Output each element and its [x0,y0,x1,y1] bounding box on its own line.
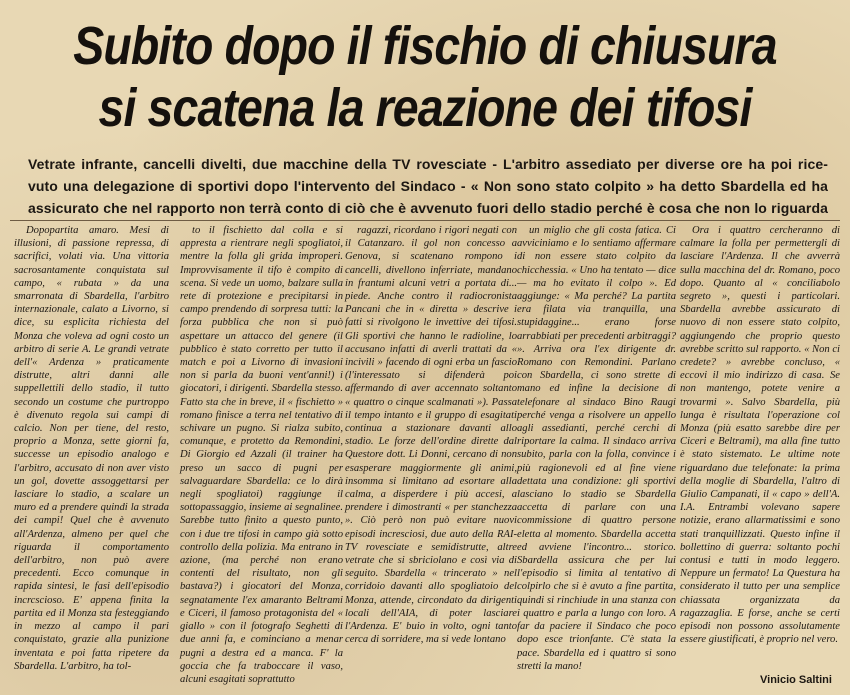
divider-rule [10,220,840,221]
article-column-4 [517,224,676,673]
headline-line-1: Subito dopo il fischio di chiusura [73,16,777,76]
byline: Vinicio Saltini [760,674,832,686]
subheadline-line-3: assicurato che nel rapporto non terrà conto di ciò che è avvenuto fuori dello stadio perché è cosa che non lo riguarda [28,200,828,216]
article-column-2 [180,224,343,686]
subheadline [28,153,828,219]
article-column-5 [680,224,840,647]
column-3-text: ragazzi, ricordano i rigori negati con il Catanzaro. il gol non concesso a Genova, si scatenano rompono i cancelli, divellono inferriate, mandano in frantumi alcuni vetri a portata di... piede. Anche contro il radiocronista Pancani che in « diretta » descrive i fatti si rivolgono le invettive dei tifosi. Gli sportivi che hanno le radioline, lo accusano infatti di averli trattati da « incivili » facendo di ogni erba un fascio (l'interessato si difenderà poi affermando di aver accennato soltanto « quattro o cinque scalmanati »). Passa il tempo intanto e il gruppo di esagitati continua a stazionare davanti allo stadio. Le forze dell'ordine dirette dal Questore dott. Li Donni, cercano di non esasperare maggiormente gli animi, insomma si limitano ad esortare alla calma, a disperdere i più accesi, a prendere i dimostranti « per stanchezza ». Ciò però non può evitare nuovi episodi incresciosi, due auto della RAI-TV rovesciate e semidistrutte, altre vetrate che si sbriciolano e così via di seguito. Sbardella « trincerato » nel corridoio davanti allo spogliatoio del Monza, attende, circondato da dirigenti locali dell'AIA, di poter lasciare l'Ardenza. E' buio in volto, ogni tanto cerca di sorridere, ma si vede lontano [345,225,517,646]
subheadline-line-1: Vetrate infrante, cancelli divelti, due macchine della TV rovesciate - L'arbitro assediato per diverse ore ha poi rice- [28,156,828,172]
article-column-3 [345,224,517,647]
headline-line-2: si scatena la reazione dei tifosi [98,78,752,138]
column-4-text: un miglio che gli costa fatica. Ci avviciniamo e lo sentiamo affermare di non essere stato colpito da chicchessia. « Uno ha tentato — dice — ma ho evitato il colpo ». Ed aggiunge: « Ma perché? La partita era filata via tranquilla, una stupidaggine... erano forse arrabbiati per precedenti arbitraggi? ». Arriva ora l'ex dirigente dr. Romano con Remondini. Parlano con Sbardella, ci sono strette di mano ed infine la decisione di telefonare al sindaco Bino Raugi perché venga a risolvere un appello agli assedianti, perché cerchi di riportare la calma. Il sindaco arriva subito, parla con la folla, convince i più ragionevoli ed al fine viene dettata una condizione: gli sportivi lasciano lo stadio se Sbardella accetta di parlare con una commissione di quattro persone eletta al momento. Sbardella accetta ed avviene l'incontro... storico. Sbardella assicura che per lui l'episodio si limita al tentativo di colpirlo che si è avuto a fine partita, quindi si rinchiude in una stanza con i quattro e parla a lungo con loro. A far da paciere il Sindaco che poco dopo esce trionfante. C'è stata la pace. Sbardella ed i quattro si sono stretti la mano! [517,225,676,672]
column-1-text: Dopopartita amaro. Mesi di illusioni, di passione repressa, di sacrifici, volati via. Una vittoria sacrosantamente conquistata sul campo, « rubata » da una smarronata di Sbardella, l'arbitro internazionale, calato a Livorno, si dice, su esplicita richiesta del Monza che voleva ad ogni costo un arbitro di serie A. Le grandi vetrate dell'« Ardenza » praticamente distrutte, altri danni alle suppellettili dello stadio, il tutto secondo un costume che purtroppo è divenuto regola sui campi di calcio. Non per tiene, del resto, proprio a Monza, sette giorni fa, successe un episodio analogo e l'arbitro, accusato di non aver visto un gol, dovette assoggettarsi per lasciare lo stadio, a scalare un muro ed a prendere quindi la strada dei campi! Quel che è avvenuto all'Ardenza, almeno per quel che riguarda il comportamento dell'arbitro, non può avere precedenti. Ecco comunque in rapida sintesi, le fasi dell'episodio incrcscioso. E' appena finita la partita ed il Monza sta festeggiando in mezzo al campo il pari conquistato, grazie alla punizione inventata e poi fatta ripetere da Sbardella. L'arbitro, ha tol- [14,225,169,672]
column-5-text: Ora i quattro cercheranno di calmare la folla per permettergli di lasciare l'Ardenza. Il che avverrà sulla macchina del dr. Romano, poco dopo. Quanto al « conciliabolo segreto », questi i particolari. Sbardella avrebbe assicurato di nuovo di non essere stato colpito, aggiungendo che proprio questo avrebbe scritto sul rapporto. « Non ci credete? » avrebbe concluso, « eccovi il mio indirizzo di casa. Se non mantengo, potete venire a trovarmi ». Salvo Sbardella, più lunga è risultata l'operazione col Monza (più esatto sarebbe dire per Ciceri e Beltrami), ma alla fine tutto è stato sistemato. Le ultime note riguardano due telefonate: la prima della moglie di Sbardella, l'altro di Giulio Campanati, il « capo » dell'A. I.A. Entrambi volevano sapere notizie, erano allarmatissimi e sono stati tranquillizzati. Questo infine il bollettino di guerra: soltanto pochi contusi e tutti in modo leggero. Neppure un fermato! La Questura ha considerato il tutto per una semplice chiassata organizzata da ragazzaglia. E forse, anche se certi episodi non possono assolutamente essere giustificati, è proprio nel vero. [680,225,840,646]
subheadline-line-2: vuto una delegazione di sportivi dopo l'intervento del Sindaco - « Non sono stato colpito » ha detto Sbardella ed ha [28,178,828,194]
column-2-text: to il fischietto dal colla e si appresta a rientrare negli spogliatoi, mentre la folla gli grida improperi. Improvvisamente il tifo è compito di scena. Si vede un uomo, balzare sulla rete di protezione e precipitarsi in campo prendendo di sorpresa tutti: la forza pubblica che non si può aspettare un attacco del genere (il pubblico è stato corretto per tutto il match e poi a Livorno di invasioni non si parla da buoni vent'anni!) i giocatori, i dirigenti. Sbardella stesso. Fatto sta che in breve, il « fischietto » romano finisce a terra nel tentativo di schivare un pugno. Si rialza subito, comunque, e protetto da Remondini, Di Giorgio ed Azzali (il trainer ha preso un sacco di pugni per salvaguardare Sbardella: ce lo dirà negli spogliatoi) raggiunge il sottopassaggio, insieme ai segnalinee. Sarebbe tutto finito a questo punto, con i due tre tifosi in campo già sotto controllo della polizia. Ma entrano in azione, (ma perché non erano contenti del risultato, non gli bastava?) i giocatori del Monza, segnatamente l'ex amaranto Beltrami e Ciceri, il famoso protagonista del « giallo » con il fotografo Seghetti di due anni fa, e cominciano a menar pugni a destra ed a manca. F' la goccia che fa traboccare il vaso, alcuni esagitati soprattutto [180,225,343,685]
article-column-1 [14,224,169,673]
